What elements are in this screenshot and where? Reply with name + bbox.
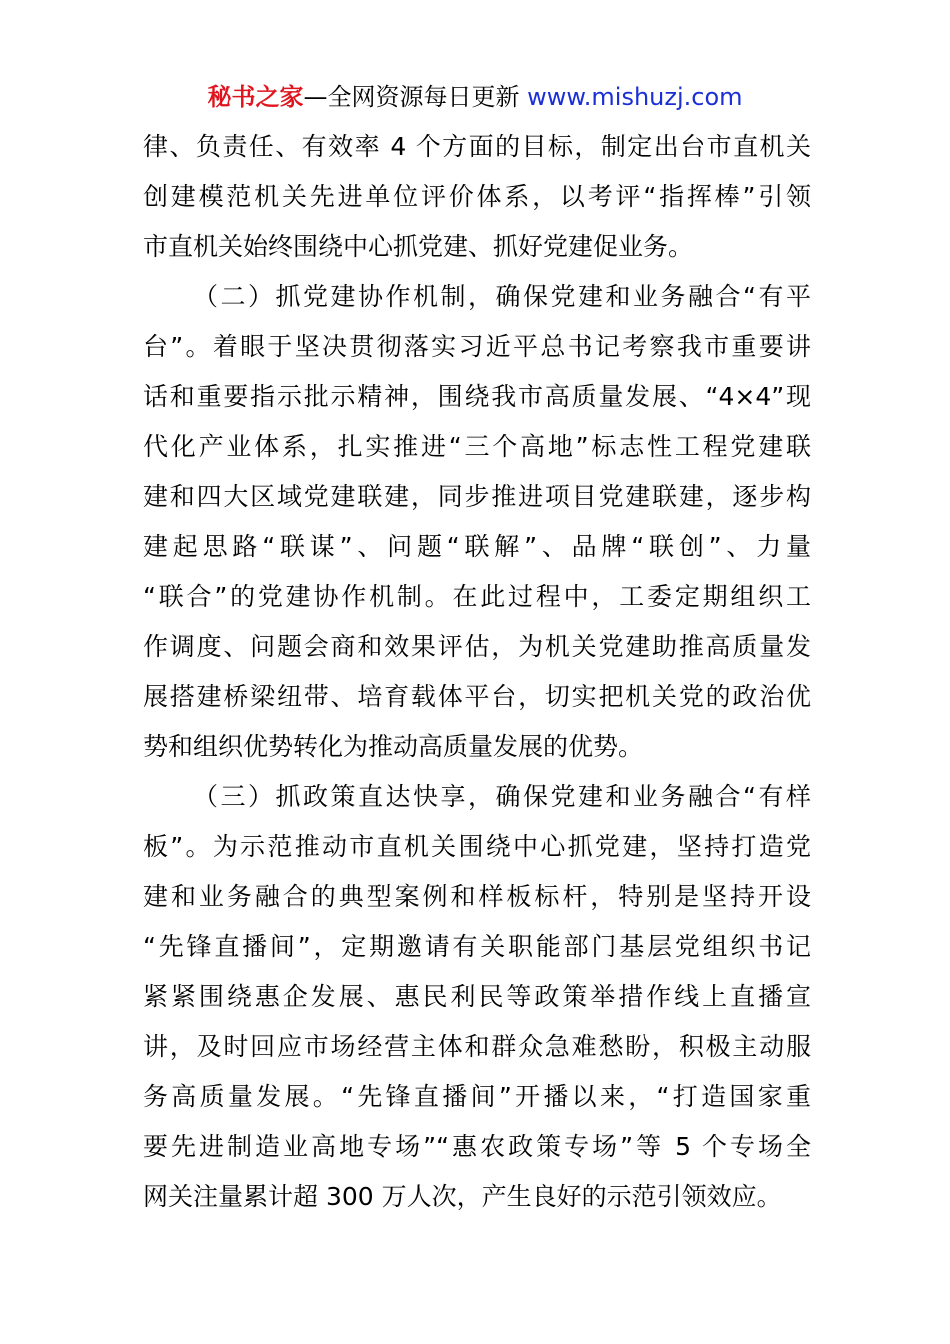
document-line: “先锋直播间”，定期邀请有关职能部门基层党组织书记: [143, 932, 811, 961]
document-line: 市直机关始终围绕中心抓党建、抓好党建促业务。: [143, 232, 694, 261]
document-line: 建和业务融合的典型案例和样板标杆，特别是坚持开设: [143, 882, 811, 911]
site-header: [0, 80, 950, 114]
document-line: 板”。为示范推动市直机关围绕中心抓党建，坚持打造党: [143, 832, 811, 861]
document-line: （二）抓党建协作机制，确保党建和业务融合“有平: [193, 282, 811, 311]
document-line: 创建模范机关先进单位评价体系，以考评“指挥棒”引领: [143, 182, 811, 211]
site-tagline: —全网资源每日更新: [303, 83, 528, 111]
document-line: 紧紧围绕惠企发展、惠民利民等政策举措作线上直播宣: [143, 982, 811, 1011]
site-brand: 秘书之家: [207, 83, 304, 111]
document-line: 代化产业体系，扎实推进“三个高地”标志性工程党建联: [143, 432, 811, 461]
document-body: [143, 122, 811, 1222]
document-line: 势和组织优势转化为推动高质量发展的优势。: [143, 732, 644, 761]
document-line: 务高质量发展。“先锋直播间”开播以来，“打造国家重: [143, 1082, 811, 1111]
site-url-link[interactable]: www.mishuzj.com: [527, 83, 743, 111]
document-line: 建和四大区域党建联建，同步推进项目党建联建，逐步构: [143, 482, 811, 511]
document-line: 作调度、问题会商和效果评估，为机关党建助推高质量发: [143, 632, 811, 661]
document-line: 展搭建桥梁纽带、培育载体平台，切实把机关党的政治优: [143, 682, 811, 711]
document-line: 网关注量累计超 300 万人次，产生良好的示范引领效应。: [143, 1182, 782, 1211]
document-line: 台”。着眼于坚决贯彻落实习近平总书记考察我市重要讲: [143, 332, 811, 361]
document-line: “联合”的党建协作机制。在此过程中，工委定期组织工: [143, 582, 811, 611]
document-line: （三）抓政策直达快享，确保党建和业务融合“有样: [193, 782, 811, 811]
document-line: 要先进制造业高地专场”“惠农政策专场”等 5 个专场全: [143, 1132, 811, 1161]
document-line: 建起思路“联谋”、问题“联解”、品牌“联创”、力量: [143, 532, 811, 561]
document-line: 话和重要指示批示精神，围绕我市高质量发展、“4×4”现: [143, 382, 811, 411]
document-line: 讲，及时回应市场经营主体和群众急难愁盼，积极主动服: [143, 1032, 811, 1061]
document-line: 律、负责任、有效率 4 个方面的目标，制定出台市直机关: [143, 132, 811, 161]
